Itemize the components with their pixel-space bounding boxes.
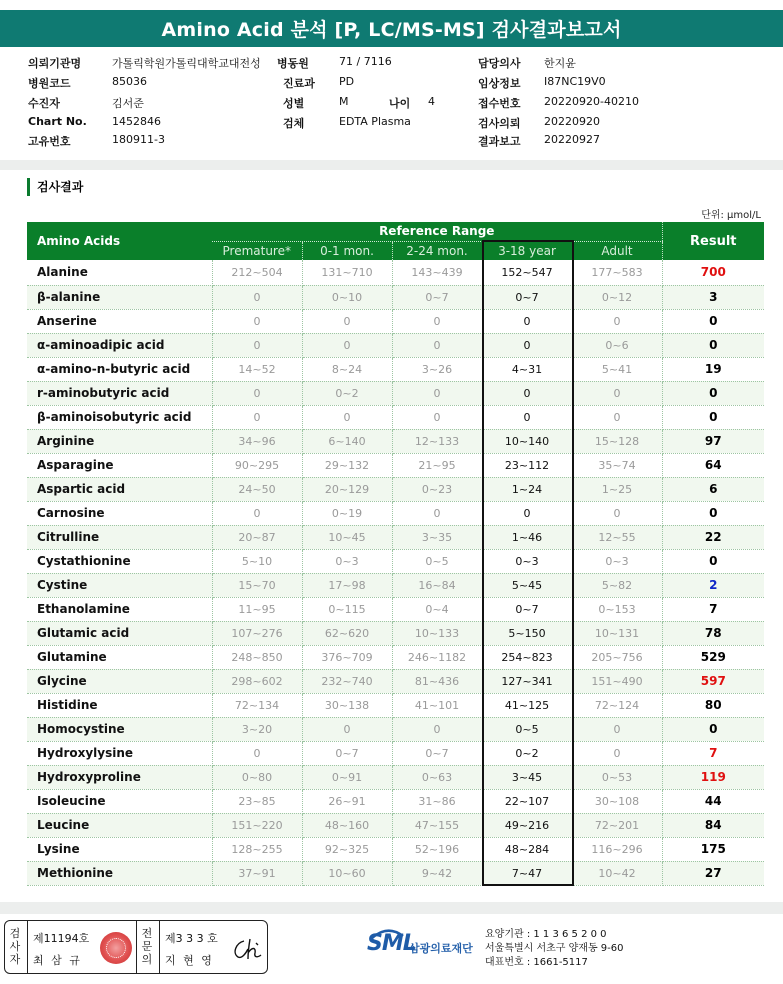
header-result: Result bbox=[662, 222, 764, 260]
tester-vertical-label bbox=[7, 927, 23, 966]
range-adult: 0~3 bbox=[572, 549, 662, 573]
range-premature: 107~276 bbox=[212, 621, 302, 645]
range-m0_1: 10~45 bbox=[302, 525, 392, 549]
range-adult: 0 bbox=[572, 717, 662, 741]
table-row bbox=[27, 285, 764, 309]
range-m0_1: 0 bbox=[302, 405, 392, 429]
amino-acid-name: Lysine bbox=[27, 837, 212, 861]
age-label: 나이 bbox=[389, 97, 411, 110]
doctor-value: 한지윤 bbox=[544, 57, 576, 70]
amino-acid-name: Glutamic acid bbox=[27, 621, 212, 645]
range-m2_24: 81~436 bbox=[392, 669, 482, 693]
header-range-adult: Adult bbox=[572, 241, 662, 260]
report-date-label: 결과보고 bbox=[478, 135, 521, 148]
amino-acid-name: Ethanolamine bbox=[27, 597, 212, 621]
amino-acid-name: Alanine bbox=[27, 260, 212, 285]
table-row bbox=[27, 861, 764, 885]
range-m0_1: 376~709 bbox=[302, 645, 392, 669]
range-adult: 12~55 bbox=[572, 525, 662, 549]
logo-text: SML bbox=[367, 931, 416, 956]
amino-acid-name: Cystine bbox=[27, 573, 212, 597]
range-adult: 10~42 bbox=[572, 861, 662, 885]
receipt-no-label: 접수번호 bbox=[478, 97, 521, 110]
report-title: Amino Acid 분석 [P, LC/MS-MS] 검사결과보고서 bbox=[0, 10, 783, 47]
range-m2_24: 0 bbox=[392, 717, 482, 741]
range-m2_24: 41~101 bbox=[392, 693, 482, 717]
result-value: 7 bbox=[662, 741, 764, 765]
table-row bbox=[27, 260, 764, 285]
range-m0_1: 0~115 bbox=[302, 597, 392, 621]
range-y3_18: 3~45 bbox=[482, 765, 572, 789]
table-row bbox=[27, 357, 764, 381]
range-y3_18: 4~31 bbox=[482, 357, 572, 381]
lab-address: 서울특별시 서초구 양재동 9-60 bbox=[485, 943, 624, 954]
table-row bbox=[27, 309, 764, 333]
range-m2_24: 21~95 bbox=[392, 453, 482, 477]
amino-acid-name: Arginine bbox=[27, 429, 212, 453]
amino-acid-name: α-aminoadipic acid bbox=[27, 333, 212, 357]
range-premature: 3~20 bbox=[212, 717, 302, 741]
chart-no-label: Chart No. bbox=[28, 115, 87, 128]
range-m2_24: 0~63 bbox=[392, 765, 482, 789]
result-value: 27 bbox=[662, 861, 764, 885]
tester-license-no: 제11194호 bbox=[33, 932, 90, 945]
result-value: 529 bbox=[662, 645, 764, 669]
range-premature: 90~295 bbox=[212, 453, 302, 477]
amino-acid-name: Methionine bbox=[27, 861, 212, 885]
range-y3_18: 152~547 bbox=[482, 260, 572, 285]
range-premature: 0~80 bbox=[212, 765, 302, 789]
range-m2_24: 0 bbox=[392, 405, 482, 429]
table-row bbox=[27, 765, 764, 789]
range-y3_18: 10~140 bbox=[482, 429, 572, 453]
result-value: 119 bbox=[662, 765, 764, 789]
result-value: 22 bbox=[662, 525, 764, 549]
range-m2_24: 16~84 bbox=[392, 573, 482, 597]
header-reference-range: Reference Range bbox=[212, 222, 662, 241]
header-amino-acids: Amino Acids bbox=[27, 222, 212, 260]
range-m2_24: 143~439 bbox=[392, 260, 482, 285]
table-row bbox=[27, 405, 764, 429]
amino-acid-name: Hydroxyproline bbox=[27, 765, 212, 789]
range-y3_18: 23~112 bbox=[482, 453, 572, 477]
institution-value: 가톨릭학원가톨릭대학교대전성 bbox=[112, 57, 261, 70]
table-row bbox=[27, 501, 764, 525]
range-adult: 0 bbox=[572, 741, 662, 765]
range-adult: 0 bbox=[572, 405, 662, 429]
range-premature: 0 bbox=[212, 741, 302, 765]
range-adult: 0 bbox=[572, 381, 662, 405]
header-range-0-1-mon: 0-1 mon. bbox=[302, 241, 392, 260]
range-premature: 5~10 bbox=[212, 549, 302, 573]
table-row bbox=[27, 525, 764, 549]
table-row bbox=[27, 597, 764, 621]
table-row bbox=[27, 453, 764, 477]
result-value: 19 bbox=[662, 357, 764, 381]
table-row bbox=[27, 837, 764, 861]
range-premature: 298~602 bbox=[212, 669, 302, 693]
unique-no-value: 180911-3 bbox=[112, 133, 165, 146]
range-premature: 248~850 bbox=[212, 645, 302, 669]
specialist-name: 지 현 영 bbox=[165, 954, 214, 967]
range-m2_24: 0 bbox=[392, 381, 482, 405]
range-m2_24: 3~26 bbox=[392, 357, 482, 381]
amino-acid-name: Citrulline bbox=[27, 525, 212, 549]
range-y3_18: 254~823 bbox=[482, 645, 572, 669]
table-row bbox=[27, 789, 764, 813]
amino-acid-name: Homocystine bbox=[27, 717, 212, 741]
range-y3_18: 22~107 bbox=[482, 789, 572, 813]
range-y3_18: 7~47 bbox=[482, 861, 572, 885]
divider bbox=[159, 921, 160, 973]
range-y3_18: 1~46 bbox=[482, 525, 572, 549]
range-m0_1: 0~2 bbox=[302, 381, 392, 405]
sex-label: 성별 bbox=[283, 97, 305, 110]
range-adult: 5~82 bbox=[572, 573, 662, 597]
range-adult: 0~12 bbox=[572, 285, 662, 309]
range-adult: 0~153 bbox=[572, 597, 662, 621]
header-range-3-18-year: 3-18 year bbox=[482, 241, 572, 260]
result-value: 0 bbox=[662, 501, 764, 525]
range-m0_1: 17~98 bbox=[302, 573, 392, 597]
doctor-label: 담당의사 bbox=[478, 57, 521, 70]
request-date-value: 20220920 bbox=[544, 115, 600, 128]
ward-value: 71 / 7116 bbox=[339, 55, 392, 68]
divider bbox=[27, 921, 28, 973]
range-adult: 5~41 bbox=[572, 357, 662, 381]
range-y3_18: 48~284 bbox=[482, 837, 572, 861]
range-y3_18: 1~24 bbox=[482, 477, 572, 501]
result-value: 0 bbox=[662, 717, 764, 741]
specimen-value: EDTA Plasma bbox=[339, 115, 411, 128]
department-label: 진료과 bbox=[283, 77, 315, 90]
range-adult: 0~53 bbox=[572, 765, 662, 789]
range-adult: 205~756 bbox=[572, 645, 662, 669]
range-adult: 0 bbox=[572, 309, 662, 333]
range-m2_24: 52~196 bbox=[392, 837, 482, 861]
range-y3_18: 0 bbox=[482, 501, 572, 525]
table-row bbox=[27, 573, 764, 597]
table-row bbox=[27, 693, 764, 717]
amino-acid-name: Carnosine bbox=[27, 501, 212, 525]
range-premature: 15~70 bbox=[212, 573, 302, 597]
range-m2_24: 246~1182 bbox=[392, 645, 482, 669]
result-value: 597 bbox=[662, 669, 764, 693]
signature-box bbox=[4, 920, 268, 974]
table-row bbox=[27, 381, 764, 405]
table-row bbox=[27, 717, 764, 741]
range-m0_1: 0 bbox=[302, 309, 392, 333]
range-m2_24: 0~23 bbox=[392, 477, 482, 501]
specialist-vertical-label bbox=[139, 927, 155, 966]
range-m0_1: 0 bbox=[302, 717, 392, 741]
unit-label: 단위: μmol/L bbox=[701, 210, 761, 221]
org-name: 삼광의료재단 bbox=[409, 942, 473, 955]
range-m2_24: 0~4 bbox=[392, 597, 482, 621]
table-row bbox=[27, 813, 764, 837]
range-m0_1: 232~740 bbox=[302, 669, 392, 693]
range-y3_18: 127~341 bbox=[482, 669, 572, 693]
amino-acid-name: α-amino-n-butyric acid bbox=[27, 357, 212, 381]
range-m2_24: 3~35 bbox=[392, 525, 482, 549]
tester-name: 최 삼 규 bbox=[33, 954, 82, 967]
range-y3_18: 0 bbox=[482, 333, 572, 357]
range-y3_18: 49~216 bbox=[482, 813, 572, 837]
range-premature: 72~134 bbox=[212, 693, 302, 717]
department-value: PD bbox=[339, 75, 355, 88]
results-body bbox=[27, 260, 764, 885]
amino-acid-name: Anserine bbox=[27, 309, 212, 333]
range-y3_18: 5~150 bbox=[482, 621, 572, 645]
amino-acid-name: Glutamine bbox=[27, 645, 212, 669]
range-y3_18: 0 bbox=[482, 381, 572, 405]
specialist-license-no: 제3 3 3 호 bbox=[165, 932, 218, 945]
amino-acid-name: Histidine bbox=[27, 693, 212, 717]
range-premature: 151~220 bbox=[212, 813, 302, 837]
result-value: 3 bbox=[662, 285, 764, 309]
range-premature: 0 bbox=[212, 381, 302, 405]
footer-band bbox=[0, 902, 783, 914]
range-m2_24: 31~86 bbox=[392, 789, 482, 813]
range-m0_1: 6~140 bbox=[302, 429, 392, 453]
amino-acid-name: Asparagine bbox=[27, 453, 212, 477]
range-m0_1: 131~710 bbox=[302, 260, 392, 285]
table-row bbox=[27, 477, 764, 501]
institution-label: 의뢰기관명 bbox=[28, 57, 82, 70]
range-m0_1: 29~132 bbox=[302, 453, 392, 477]
range-m0_1: 92~325 bbox=[302, 837, 392, 861]
range-m2_24: 0~7 bbox=[392, 285, 482, 309]
range-adult: 151~490 bbox=[572, 669, 662, 693]
result-value: 44 bbox=[662, 789, 764, 813]
table-row bbox=[27, 429, 764, 453]
range-y3_18: 0~3 bbox=[482, 549, 572, 573]
range-y3_18: 0~7 bbox=[482, 285, 572, 309]
result-value: 175 bbox=[662, 837, 764, 861]
range-m0_1: 20~129 bbox=[302, 477, 392, 501]
range-m2_24: 0 bbox=[392, 333, 482, 357]
sex-value: M bbox=[339, 95, 349, 108]
range-adult: 72~124 bbox=[572, 693, 662, 717]
range-m0_1: 0 bbox=[302, 333, 392, 357]
header-range-premature: Premature* bbox=[212, 241, 302, 260]
table-row bbox=[27, 645, 764, 669]
amino-acid-name: β-aminoisobutyric acid bbox=[27, 405, 212, 429]
section-title: 검사결과 bbox=[27, 178, 83, 196]
result-value: 0 bbox=[662, 381, 764, 405]
chart-no-value: 1452846 bbox=[112, 115, 161, 128]
hospital-code-label: 병원코드 bbox=[28, 77, 71, 90]
range-y3_18: 0 bbox=[482, 309, 572, 333]
range-m2_24: 12~133 bbox=[392, 429, 482, 453]
result-value: 700 bbox=[662, 260, 764, 285]
range-adult: 1~25 bbox=[572, 477, 662, 501]
ward-label: 병동원 bbox=[277, 57, 309, 70]
specimen-label: 검체 bbox=[283, 117, 305, 130]
receipt-no-value: 20220920-40210 bbox=[544, 95, 639, 108]
result-value: 6 bbox=[662, 477, 764, 501]
amino-acid-name: Isoleucine bbox=[27, 789, 212, 813]
range-m2_24: 0~5 bbox=[392, 549, 482, 573]
range-premature: 0 bbox=[212, 285, 302, 309]
range-m0_1: 8~24 bbox=[302, 357, 392, 381]
range-y3_18: 0~5 bbox=[482, 717, 572, 741]
range-premature: 212~504 bbox=[212, 260, 302, 285]
range-adult: 0 bbox=[572, 501, 662, 525]
amino-acid-name: Glycine bbox=[27, 669, 212, 693]
result-value: 0 bbox=[662, 549, 764, 573]
range-m2_24: 0 bbox=[392, 501, 482, 525]
range-m2_24: 47~155 bbox=[392, 813, 482, 837]
range-adult: 15~128 bbox=[572, 429, 662, 453]
age-value: 4 bbox=[428, 95, 435, 108]
range-y3_18: 0~7 bbox=[482, 597, 572, 621]
result-value: 64 bbox=[662, 453, 764, 477]
range-m0_1: 0~91 bbox=[302, 765, 392, 789]
range-adult: 0~6 bbox=[572, 333, 662, 357]
result-value: 2 bbox=[662, 573, 764, 597]
recipient-label: 수진자 bbox=[28, 97, 60, 110]
amino-acid-name: Leucine bbox=[27, 813, 212, 837]
range-m0_1: 0~10 bbox=[302, 285, 392, 309]
range-adult: 30~108 bbox=[572, 789, 662, 813]
range-premature: 24~50 bbox=[212, 477, 302, 501]
range-m0_1: 10~60 bbox=[302, 861, 392, 885]
table-row bbox=[27, 741, 764, 765]
amino-acid-name: Aspartic acid bbox=[27, 477, 212, 501]
report-date-value: 20220927 bbox=[544, 133, 600, 146]
clinical-info-value: I87NC19V0 bbox=[544, 75, 606, 88]
range-premature: 128~255 bbox=[212, 837, 302, 861]
result-value: 84 bbox=[662, 813, 764, 837]
result-value: 0 bbox=[662, 309, 764, 333]
results-table bbox=[27, 222, 764, 886]
result-value: 0 bbox=[662, 405, 764, 429]
unique-no-label: 고유번호 bbox=[28, 135, 71, 148]
result-value: 0 bbox=[662, 333, 764, 357]
table-row bbox=[27, 669, 764, 693]
lab-code: 요양기관 : 1 1 3 6 5 2 0 0 bbox=[485, 929, 607, 940]
divider bbox=[136, 921, 137, 973]
range-m0_1: 30~138 bbox=[302, 693, 392, 717]
range-adult: 10~131 bbox=[572, 621, 662, 645]
range-adult: 35~74 bbox=[572, 453, 662, 477]
range-y3_18: 5~45 bbox=[482, 573, 572, 597]
range-m0_1: 0~3 bbox=[302, 549, 392, 573]
amino-acid-name: Hydroxylysine bbox=[27, 741, 212, 765]
signature-image bbox=[230, 935, 264, 963]
range-premature: 0 bbox=[212, 405, 302, 429]
range-y3_18: 0 bbox=[482, 405, 572, 429]
range-premature: 20~87 bbox=[212, 525, 302, 549]
result-value: 80 bbox=[662, 693, 764, 717]
range-adult: 177~583 bbox=[572, 260, 662, 285]
range-premature: 0 bbox=[212, 309, 302, 333]
clinical-info-label: 임상정보 bbox=[478, 77, 521, 90]
recipient-value: 김서준 bbox=[112, 97, 144, 110]
range-m0_1: 62~620 bbox=[302, 621, 392, 645]
range-m0_1: 0~7 bbox=[302, 741, 392, 765]
table-row bbox=[27, 549, 764, 573]
range-m2_24: 9~42 bbox=[392, 861, 482, 885]
range-m2_24: 0~7 bbox=[392, 741, 482, 765]
lab-phone: 대표번호 : 1661-5117 bbox=[485, 957, 588, 968]
range-m2_24: 0 bbox=[392, 309, 482, 333]
separator-band bbox=[0, 160, 783, 170]
specialist-label-text: 전 문 의 bbox=[141, 927, 153, 966]
amino-acid-name: β-alanine bbox=[27, 285, 212, 309]
result-value: 7 bbox=[662, 597, 764, 621]
range-y3_18: 41~125 bbox=[482, 693, 572, 717]
range-y3_18: 0~2 bbox=[482, 741, 572, 765]
range-premature: 0 bbox=[212, 501, 302, 525]
range-adult: 72~201 bbox=[572, 813, 662, 837]
table-row bbox=[27, 333, 764, 357]
request-date-label: 검사의뢰 bbox=[478, 117, 521, 130]
range-premature: 11~95 bbox=[212, 597, 302, 621]
result-value: 97 bbox=[662, 429, 764, 453]
range-premature: 14~52 bbox=[212, 357, 302, 381]
range-premature: 34~96 bbox=[212, 429, 302, 453]
header-range-2-24-mon: 2-24 mon. bbox=[392, 241, 482, 260]
result-value: 78 bbox=[662, 621, 764, 645]
table-row bbox=[27, 621, 764, 645]
range-m0_1: 0~19 bbox=[302, 501, 392, 525]
range-premature: 0 bbox=[212, 333, 302, 357]
hospital-code-value: 85036 bbox=[112, 75, 147, 88]
lab-info bbox=[485, 928, 624, 970]
range-adult: 116~296 bbox=[572, 837, 662, 861]
tester-label-text: 검 사 자 bbox=[9, 927, 21, 966]
range-m0_1: 48~160 bbox=[302, 813, 392, 837]
range-premature: 37~91 bbox=[212, 861, 302, 885]
seal-stamp bbox=[100, 932, 132, 964]
range-premature: 23~85 bbox=[212, 789, 302, 813]
range-m0_1: 26~91 bbox=[302, 789, 392, 813]
amino-acid-name: Cystathionine bbox=[27, 549, 212, 573]
range-m2_24: 10~133 bbox=[392, 621, 482, 645]
amino-acid-name: r-aminobutyric acid bbox=[27, 381, 212, 405]
